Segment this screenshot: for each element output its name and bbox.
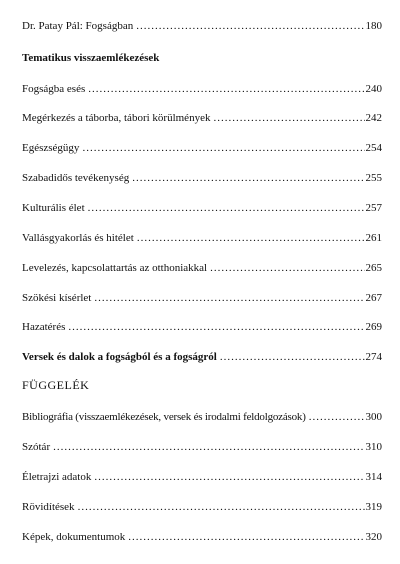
toc-entry-page: 255 bbox=[365, 172, 382, 184]
toc-entry bbox=[22, 171, 382, 185]
toc-entry-page: 180 bbox=[365, 20, 382, 32]
toc-leader-dots bbox=[210, 261, 364, 275]
toc-leader-dots bbox=[137, 231, 365, 245]
toc-entry bbox=[22, 82, 382, 96]
toc-entry bbox=[22, 470, 382, 484]
toc-entry-title: Fogságba esés bbox=[22, 83, 86, 95]
toc-entry bbox=[22, 410, 382, 424]
toc-entry bbox=[22, 261, 382, 275]
toc-entry-title: Képek, dokumentumok bbox=[22, 531, 126, 543]
toc-entry-title: Vallásgyakorlás és hitélet bbox=[22, 232, 134, 244]
toc-entry-title: Dr. Patay Pál: Fogságban bbox=[22, 20, 134, 32]
toc-entry-page: 319 bbox=[365, 501, 382, 513]
appendix-heading: FÜGGELÉK bbox=[22, 378, 90, 392]
section-heading: Tematikus visszaemlékezések bbox=[22, 52, 160, 64]
toc-leader-dots bbox=[68, 320, 364, 334]
toc-entry-title: Rövidítések bbox=[22, 501, 75, 513]
toc-leader-dots bbox=[213, 111, 364, 125]
toc-entry-page: 257 bbox=[365, 202, 382, 214]
toc-entry-page: 265 bbox=[365, 262, 382, 274]
toc-entry-page: 254 bbox=[365, 142, 382, 154]
toc-entry-page: 320 bbox=[365, 531, 382, 543]
toc-entry-title: Megérkezés a táborba, tábori körülmények bbox=[22, 112, 211, 124]
toc-entry bbox=[22, 141, 382, 155]
toc-entry-page: 261 bbox=[365, 232, 382, 244]
toc-entry bbox=[22, 201, 382, 215]
toc-entry-title: Hazatérés bbox=[22, 321, 66, 333]
toc-entry-title: Egészségügy bbox=[22, 142, 80, 154]
toc-leader-dots bbox=[88, 82, 364, 96]
toc-entry-page: 314 bbox=[365, 471, 382, 483]
toc-entry bbox=[22, 500, 382, 514]
toc-entry-page: 242 bbox=[365, 112, 382, 124]
toc-leader-dots bbox=[94, 291, 364, 305]
toc-entry-title: Kulturális élet bbox=[22, 202, 85, 214]
toc-entry bbox=[22, 291, 382, 305]
toc-entry-page: 267 bbox=[365, 292, 382, 304]
toc-entry bbox=[22, 530, 382, 544]
toc-leader-dots bbox=[82, 141, 364, 155]
toc-entry-bold bbox=[22, 350, 382, 364]
toc-entry bbox=[22, 320, 382, 334]
toc-entry-title: Szökési kísérlet bbox=[22, 292, 92, 304]
toc-leader-dots bbox=[94, 470, 364, 484]
toc-entry-title: Levelezés, kapcsolattartás az otthoniakkal bbox=[22, 262, 208, 274]
toc-leader-dots bbox=[136, 19, 364, 33]
toc-entry bbox=[22, 111, 382, 125]
toc-leader-dots bbox=[78, 500, 365, 514]
toc-entry bbox=[22, 231, 382, 245]
toc-entry-title: Szabadidős tevékenység bbox=[22, 172, 130, 184]
toc-entry bbox=[22, 440, 382, 454]
toc-leader-dots bbox=[309, 410, 365, 424]
toc-leader-dots bbox=[88, 201, 365, 215]
toc-leader-dots bbox=[53, 440, 364, 454]
toc-leader-dots bbox=[220, 350, 365, 364]
toc-entry-page: 240 bbox=[365, 83, 382, 95]
toc-entry-title: Bibliográfia (visszaemlékezések, versek és irodalmi feldolgozások) bbox=[22, 411, 306, 423]
toc-entry-title: Szótár bbox=[22, 441, 51, 453]
toc-entry-title: Versek és dalok a fogságból és a fogságról bbox=[22, 351, 217, 363]
toc-entry bbox=[22, 19, 382, 33]
toc-entry-title: Életrajzi adatok bbox=[22, 471, 92, 483]
toc-entry-page: 310 bbox=[365, 441, 382, 453]
toc-leader-dots bbox=[132, 171, 364, 185]
toc-entry-page: 300 bbox=[365, 411, 382, 423]
toc-entry-page: 269 bbox=[365, 321, 382, 333]
toc-leader-dots bbox=[128, 530, 364, 544]
toc-entry-page: 274 bbox=[365, 351, 382, 363]
